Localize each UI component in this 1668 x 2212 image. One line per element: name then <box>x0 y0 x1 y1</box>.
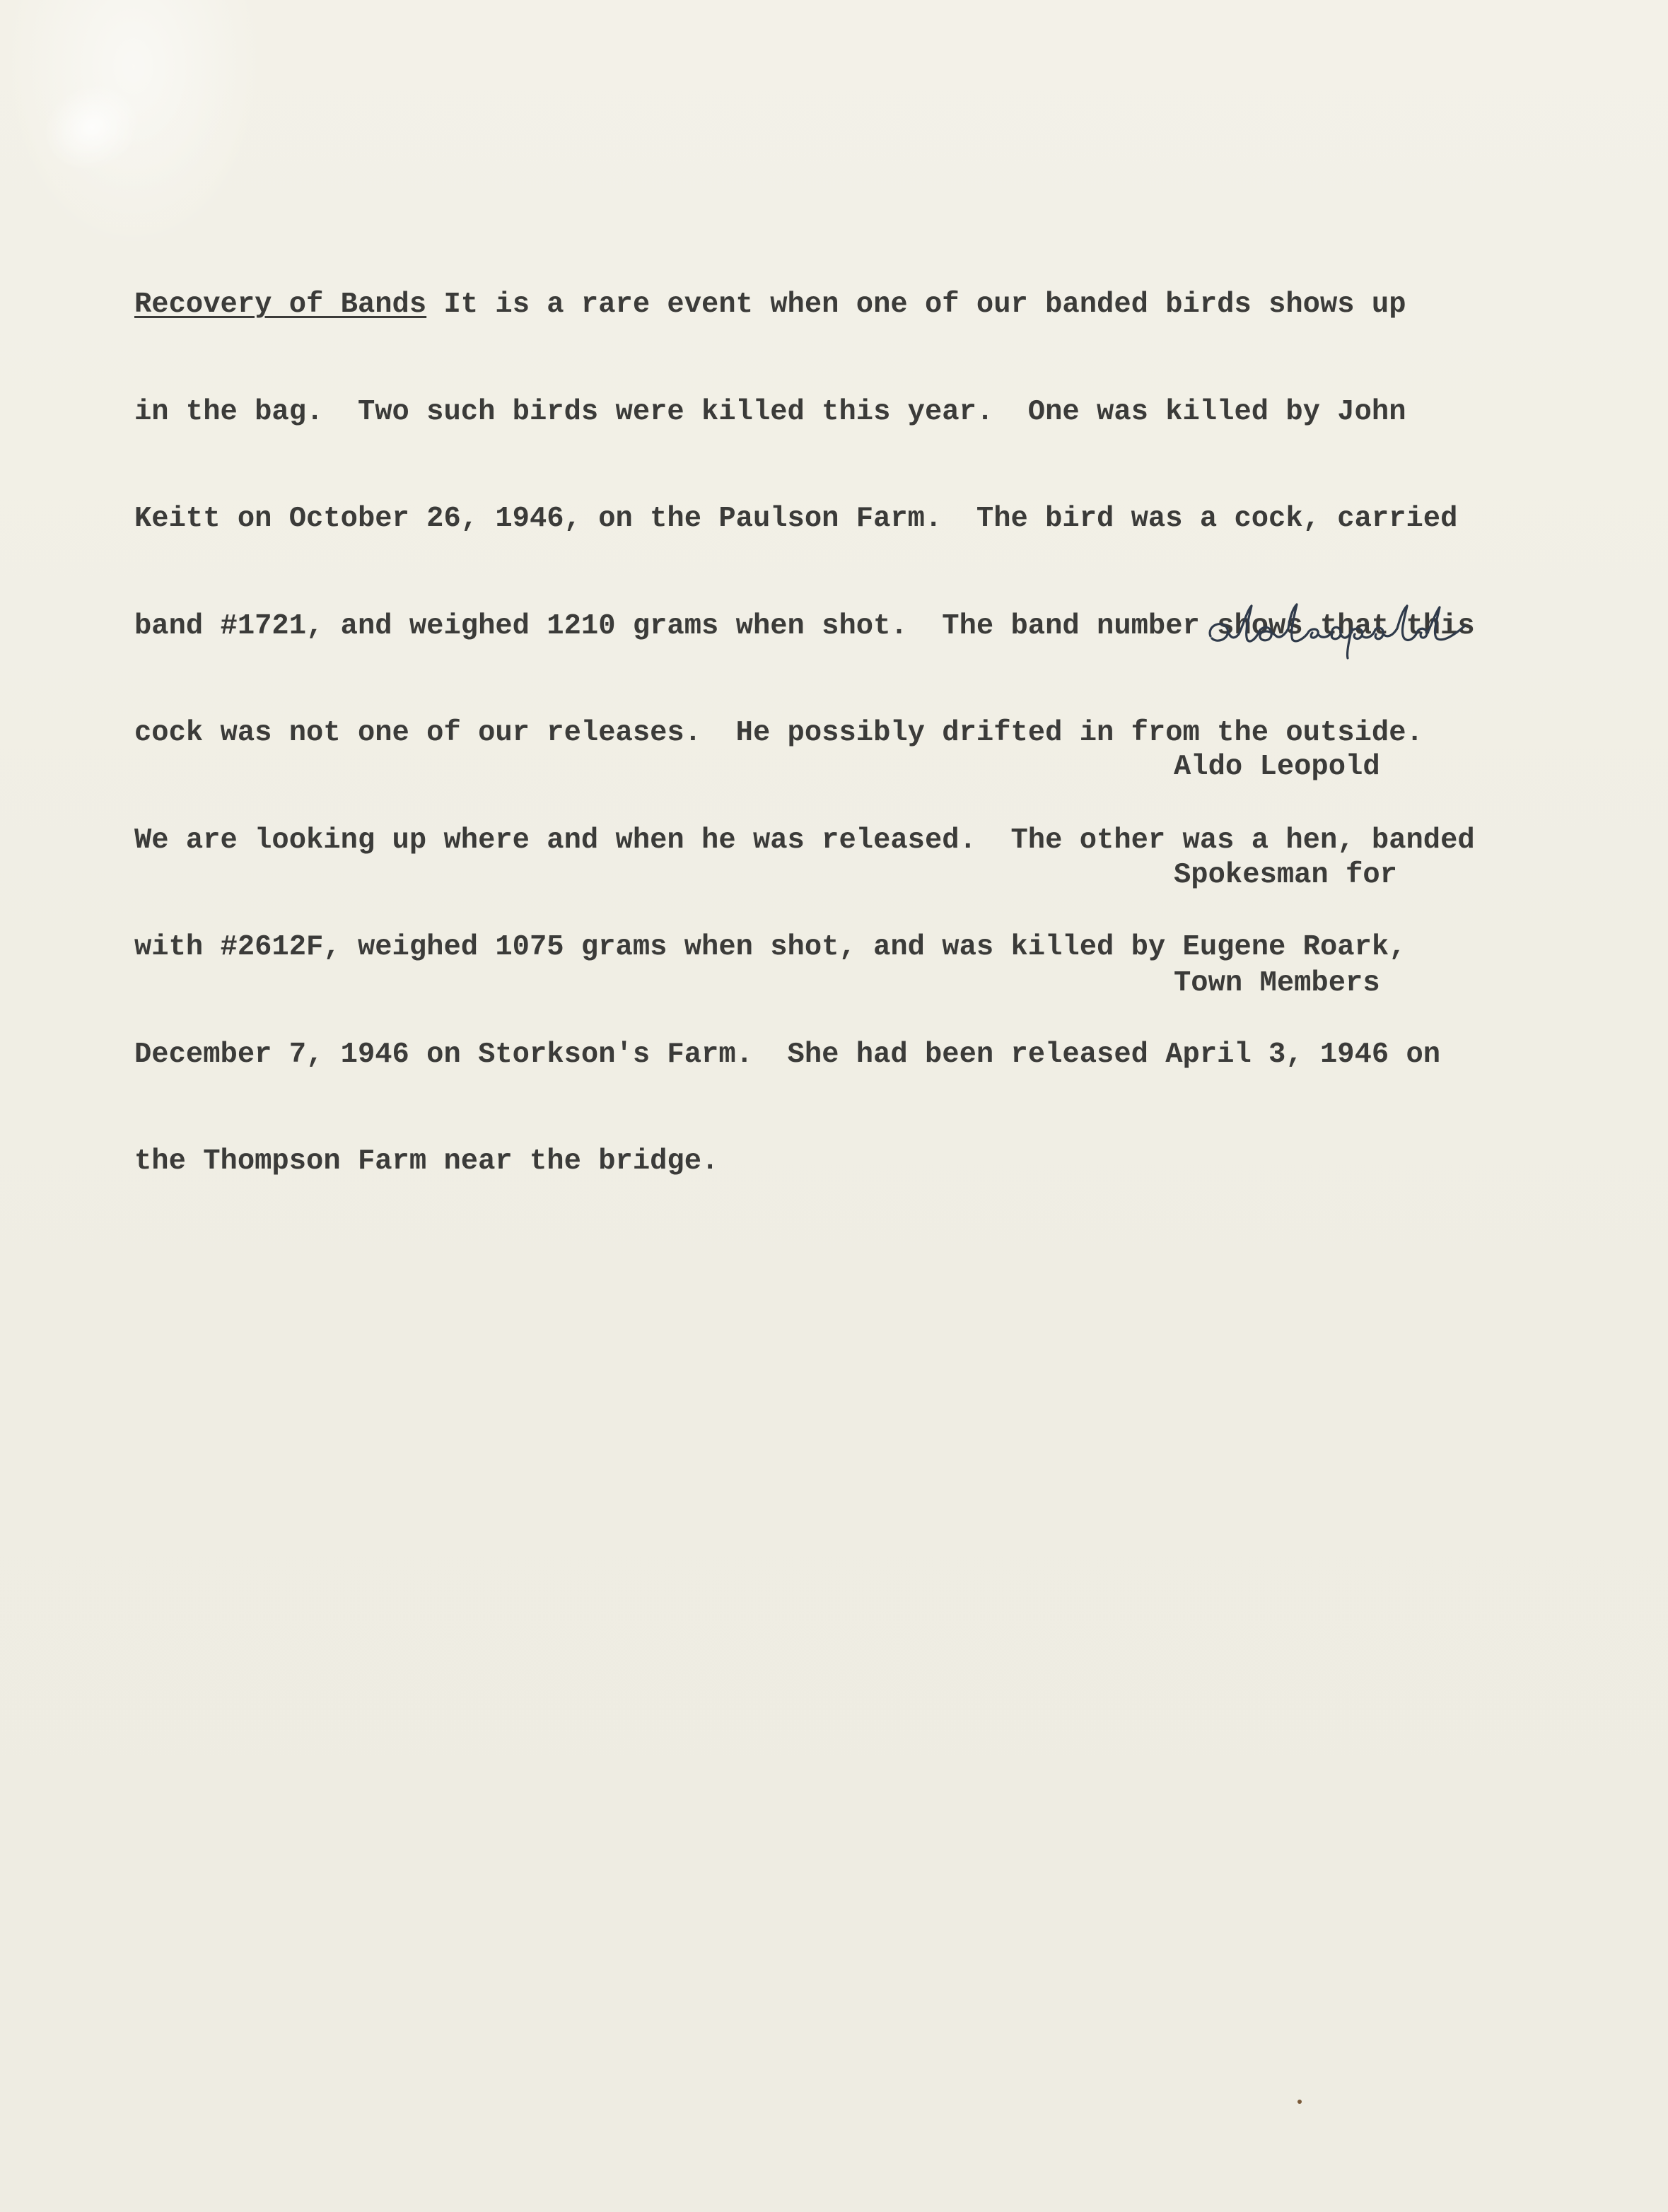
signature-block <box>1174 677 1397 1074</box>
signatory-name: Aldo Leopold <box>1174 751 1380 783</box>
paper-crease <box>29 68 155 187</box>
text-line-1 <box>134 287 1549 323</box>
text-line: band #1721, and weighed 1210 grams when shot. The band number shows that this <box>134 609 1475 643</box>
handwritten-signature <box>1202 597 1471 661</box>
text-line: Keitt on October 26, 1946, on the Paulson Farm. The bird was a cock, carried <box>134 503 1458 535</box>
paper-speck <box>1297 2100 1302 2104</box>
text-line: in the bag. Two such birds were killed this year. One was killed by John <box>134 395 1406 428</box>
text-line: with #2612F, weighed 1075 grams when shot, and was killed by Eugene Roark, <box>134 931 1406 964</box>
section-heading: Recovery of Bands <box>134 288 427 321</box>
text-line: December 7, 1946 on Storkson's Farm. She had been released April 3, 1946 on <box>134 1038 1441 1071</box>
first-line-text: It is a rare event when one of our banded birds shows up <box>426 288 1406 321</box>
text-line: We are looking up where and when he was released. The other was a hen, banded <box>134 824 1475 857</box>
signatory-title-line-2: Town Members <box>1174 967 1380 1000</box>
text-line: the Thompson Farm near the bridge. <box>134 1145 719 1178</box>
text-line: cock was not one of our releases. He possibly drifted in from the outside. <box>134 717 1423 749</box>
signatory-title-line-1: Spokesman for <box>1174 859 1397 891</box>
